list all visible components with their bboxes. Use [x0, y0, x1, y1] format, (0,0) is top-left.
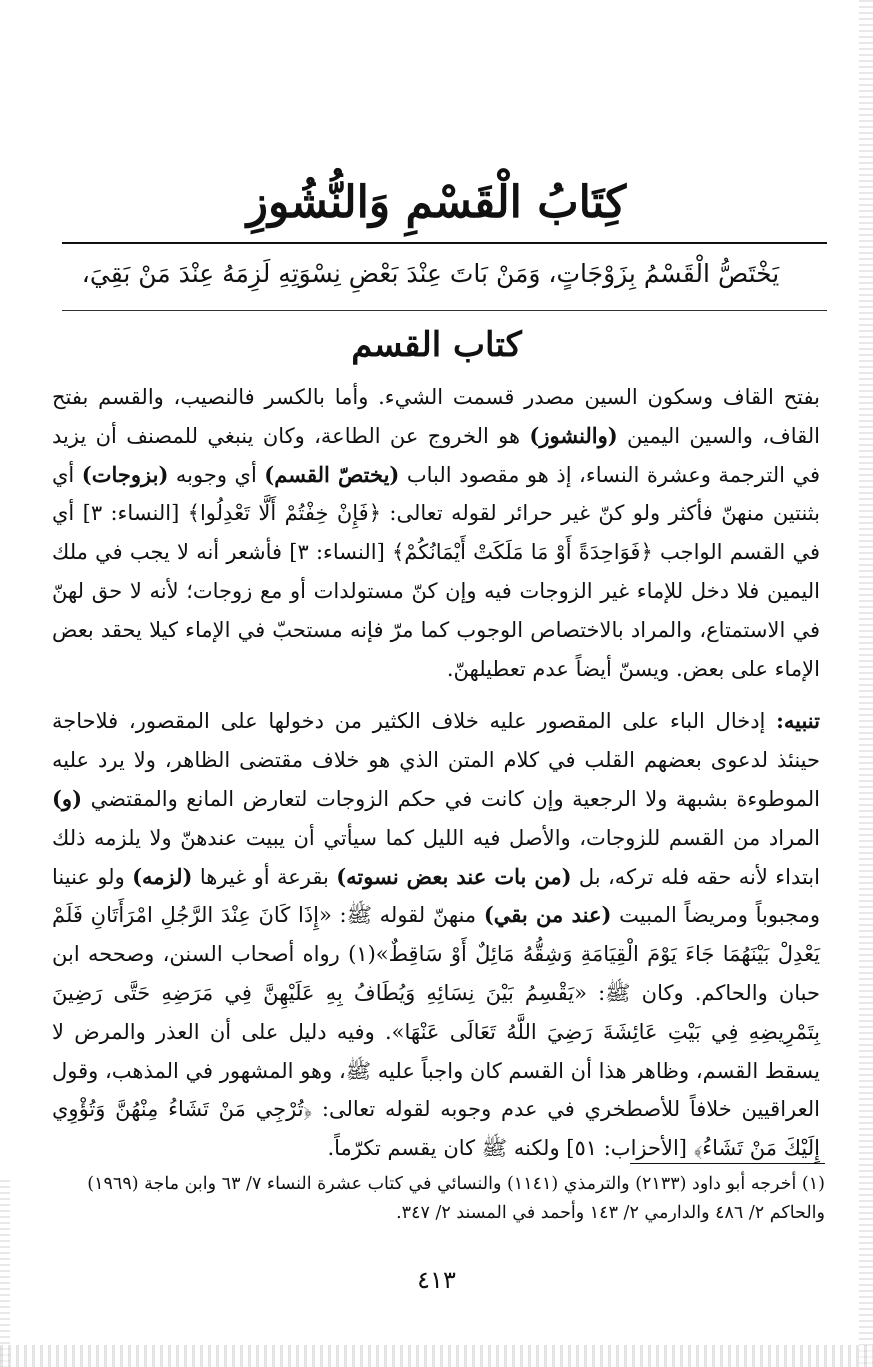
matn-text: يَخْتَصُّ الْقَسْمُ بِزَوْجَاتٍ، وَمَنْ بَاتَ عِنْدَ بَعْضِ نِسْوَتِهِ لَزِمَهُ عِنْدَ مَنْ بَقِيَ، — [81, 259, 780, 288]
text-line: القسم كان واجباً عليه ﷺ، وهو المشهور في المذهب، وقول العراقيين خلافاً للأصطخري في — [52, 1058, 820, 1122]
page-bottom-decoration — [0, 1345, 873, 1367]
text-line: ولو عنينا ومجبوباً — [52, 864, 821, 928]
text-line: رَضِيَ اللَّهُ تَعَالَى عَنْهَا». وفيه دليل على أن العذر والمرض لا يسقط القسم، وظاهر هذا أن — [52, 1019, 820, 1083]
text-line: أي بثنتين — [52, 462, 820, 526]
text-line: إدخال الباء على المقصور عليه خلاف الكثير من دخولها على المقصور، فلاحاجة — [52, 709, 777, 734]
matn-quote: (والنشوز) — [529, 422, 618, 448]
text-line: المراد من القسم للزوجات، والأصل فيه الليل كما سيأتي أن يبيت عندهنّ ولا يلزمه ذلك ابتداء — [52, 825, 820, 889]
text-line: الترجمة وعشرة النساء، إذ هو مقصود الباب — [399, 462, 785, 487]
text-line: منهنّ لقوله ﷺ: «إِذَا كَانَ عِنْدَ الرَّجُلِ امْرَأَتَانِ فَلَمْ يَعْدِلْ بَيْنَهُمَا — [52, 903, 820, 967]
matn-quote: (عند من بقي) — [483, 902, 612, 928]
text-line: الإماء على بعض. ويسنّ أيضاً عدم تعطيلهنّ. — [446, 656, 820, 681]
matn-quote: (من بات عند بعض نسوته) — [336, 863, 572, 889]
footnote-rule — [630, 1163, 825, 1164]
text-line: ومريضاً المبيت — [611, 903, 748, 928]
text-line: بقرعة أو غيرها — [192, 864, 337, 889]
commentary-body — [52, 378, 820, 1168]
text-line: رواه أصحاب السنن، وصححه ابن حبان والحاكم. — [52, 942, 820, 1005]
paragraph-2 — [52, 702, 820, 1168]
matn-quote: (يختصّ القسم) — [264, 461, 400, 487]
matn-quote: (و) — [52, 785, 83, 811]
note-label: تنبيه: — [776, 708, 820, 734]
footnote-line: (١) أخرجه أبو داود (٢١٣٣) والترمذي (١١٤١) والنسائي في كتاب عشرة النساء ٧/ ٦٣ وابن ماجة (١٩٦٩) — [87, 1174, 825, 1194]
page-number: ٤١٣ — [417, 1266, 456, 1294]
text-line: عدم وجوبه لقوله تعالى: ﴿تُرْجِي مَنْ تَشَاءُ مِنْهُنَّ وَتُؤْوِي إِلَيْكَ مَنْ تَشَاءُ﴾ [الأحزاب: ٥١] — [52, 1097, 820, 1161]
paragraph-1 — [52, 378, 820, 688]
text-line: هو الخروج عن الطاعة، وكان ينبغي للمصنف أن يزيد في — [52, 423, 821, 487]
section-heading: كتاب القسم — [351, 325, 522, 365]
text-line: الواجب ﴿فَوَاحِدَةً أَوْ مَا مَلَكَتْ أَيْمَانُكُمْ﴾ [النساء: ٣] فأشعر أنه لا يجب في ملك اليمين فلا — [52, 540, 820, 603]
matn-rule — [62, 310, 827, 311]
text-line: دخل للإماء غير الزوجات فيه وإن كنّ مستولدات أو مع زوجات؛ لأنه لا حق لهنّ في — [52, 578, 820, 642]
text-line: ولكنه ﷺ كان يقسم تكرّماً. — [327, 1136, 560, 1161]
text-line: القاف، والسين اليمين — [617, 423, 820, 448]
chapter-title: كِتَابُ الْقَسْمِ وَالنُّشُوزِ — [246, 177, 627, 228]
text-line: أي وجوبه — [168, 462, 265, 487]
matn-quote: (لزمه) — [132, 863, 193, 889]
text-line: حينئذ لدعوى بعضهم القلب في كلام المتن الذي هو خلاف مقتضى الظاهر، ولا يرد عليه — [52, 748, 820, 773]
footnote — [52, 1170, 825, 1228]
text-line: منهنّ فأكثر ولو كنّ غير حرائر لقوله تعالى: ﴿فَإِنْ خِفْتُمْ أَلَّا تَعْدِلُوا﴾ [النساء: ٣] أي في القسم — [52, 501, 821, 565]
text-line: جَاءَ يَوْمَ الْقِيَامَةِ وَشِقُّهُ مَائِلٌ أَوْ سَاقِطٌ» — [375, 942, 715, 967]
text-line: بفتح القاف وسكون السين مصدر قسمت الشيء. وأما بالكسر فالنصيب، والقسم بفتح — [52, 385, 820, 409]
footnote-line: والحاكم ٢/ ٤٨٦ والدارمي ٢/ ١٤٣ وأحمد في المسند ٢/ ٣٤٧. — [396, 1203, 825, 1223]
matn-quote: (بزوجات) — [81, 461, 169, 487]
title-rule — [62, 242, 827, 244]
paragraph-gap — [52, 688, 820, 702]
text-line: لأنه حقه فله تركه، بل — [571, 864, 768, 889]
text-line: الاستمتاع، والمراد بالاختصاص الوجوب كما مرّ فإنه مستحبّ في الإماء كيلا يحقد بعض — [52, 617, 786, 642]
footnote-marker: (١) — [348, 942, 376, 967]
text-line: وكان ﷺ: «يَقْسِمُ بَيْنَ نِسَائِهِ وَيُطَافُ بِهِ عَلَيْهِنَّ فِي مَرَضِهِ حَتَّى رَضِينَ بِتَمْرِيضِهِ فِي بَيْتِ عَائِشَةَ — [52, 980, 820, 1044]
text-line: الموطوءة بشبهة ولا الرجعية وإن كانت في حكم الزوجات لتعارض المانع والمقتضي — [82, 786, 820, 811]
